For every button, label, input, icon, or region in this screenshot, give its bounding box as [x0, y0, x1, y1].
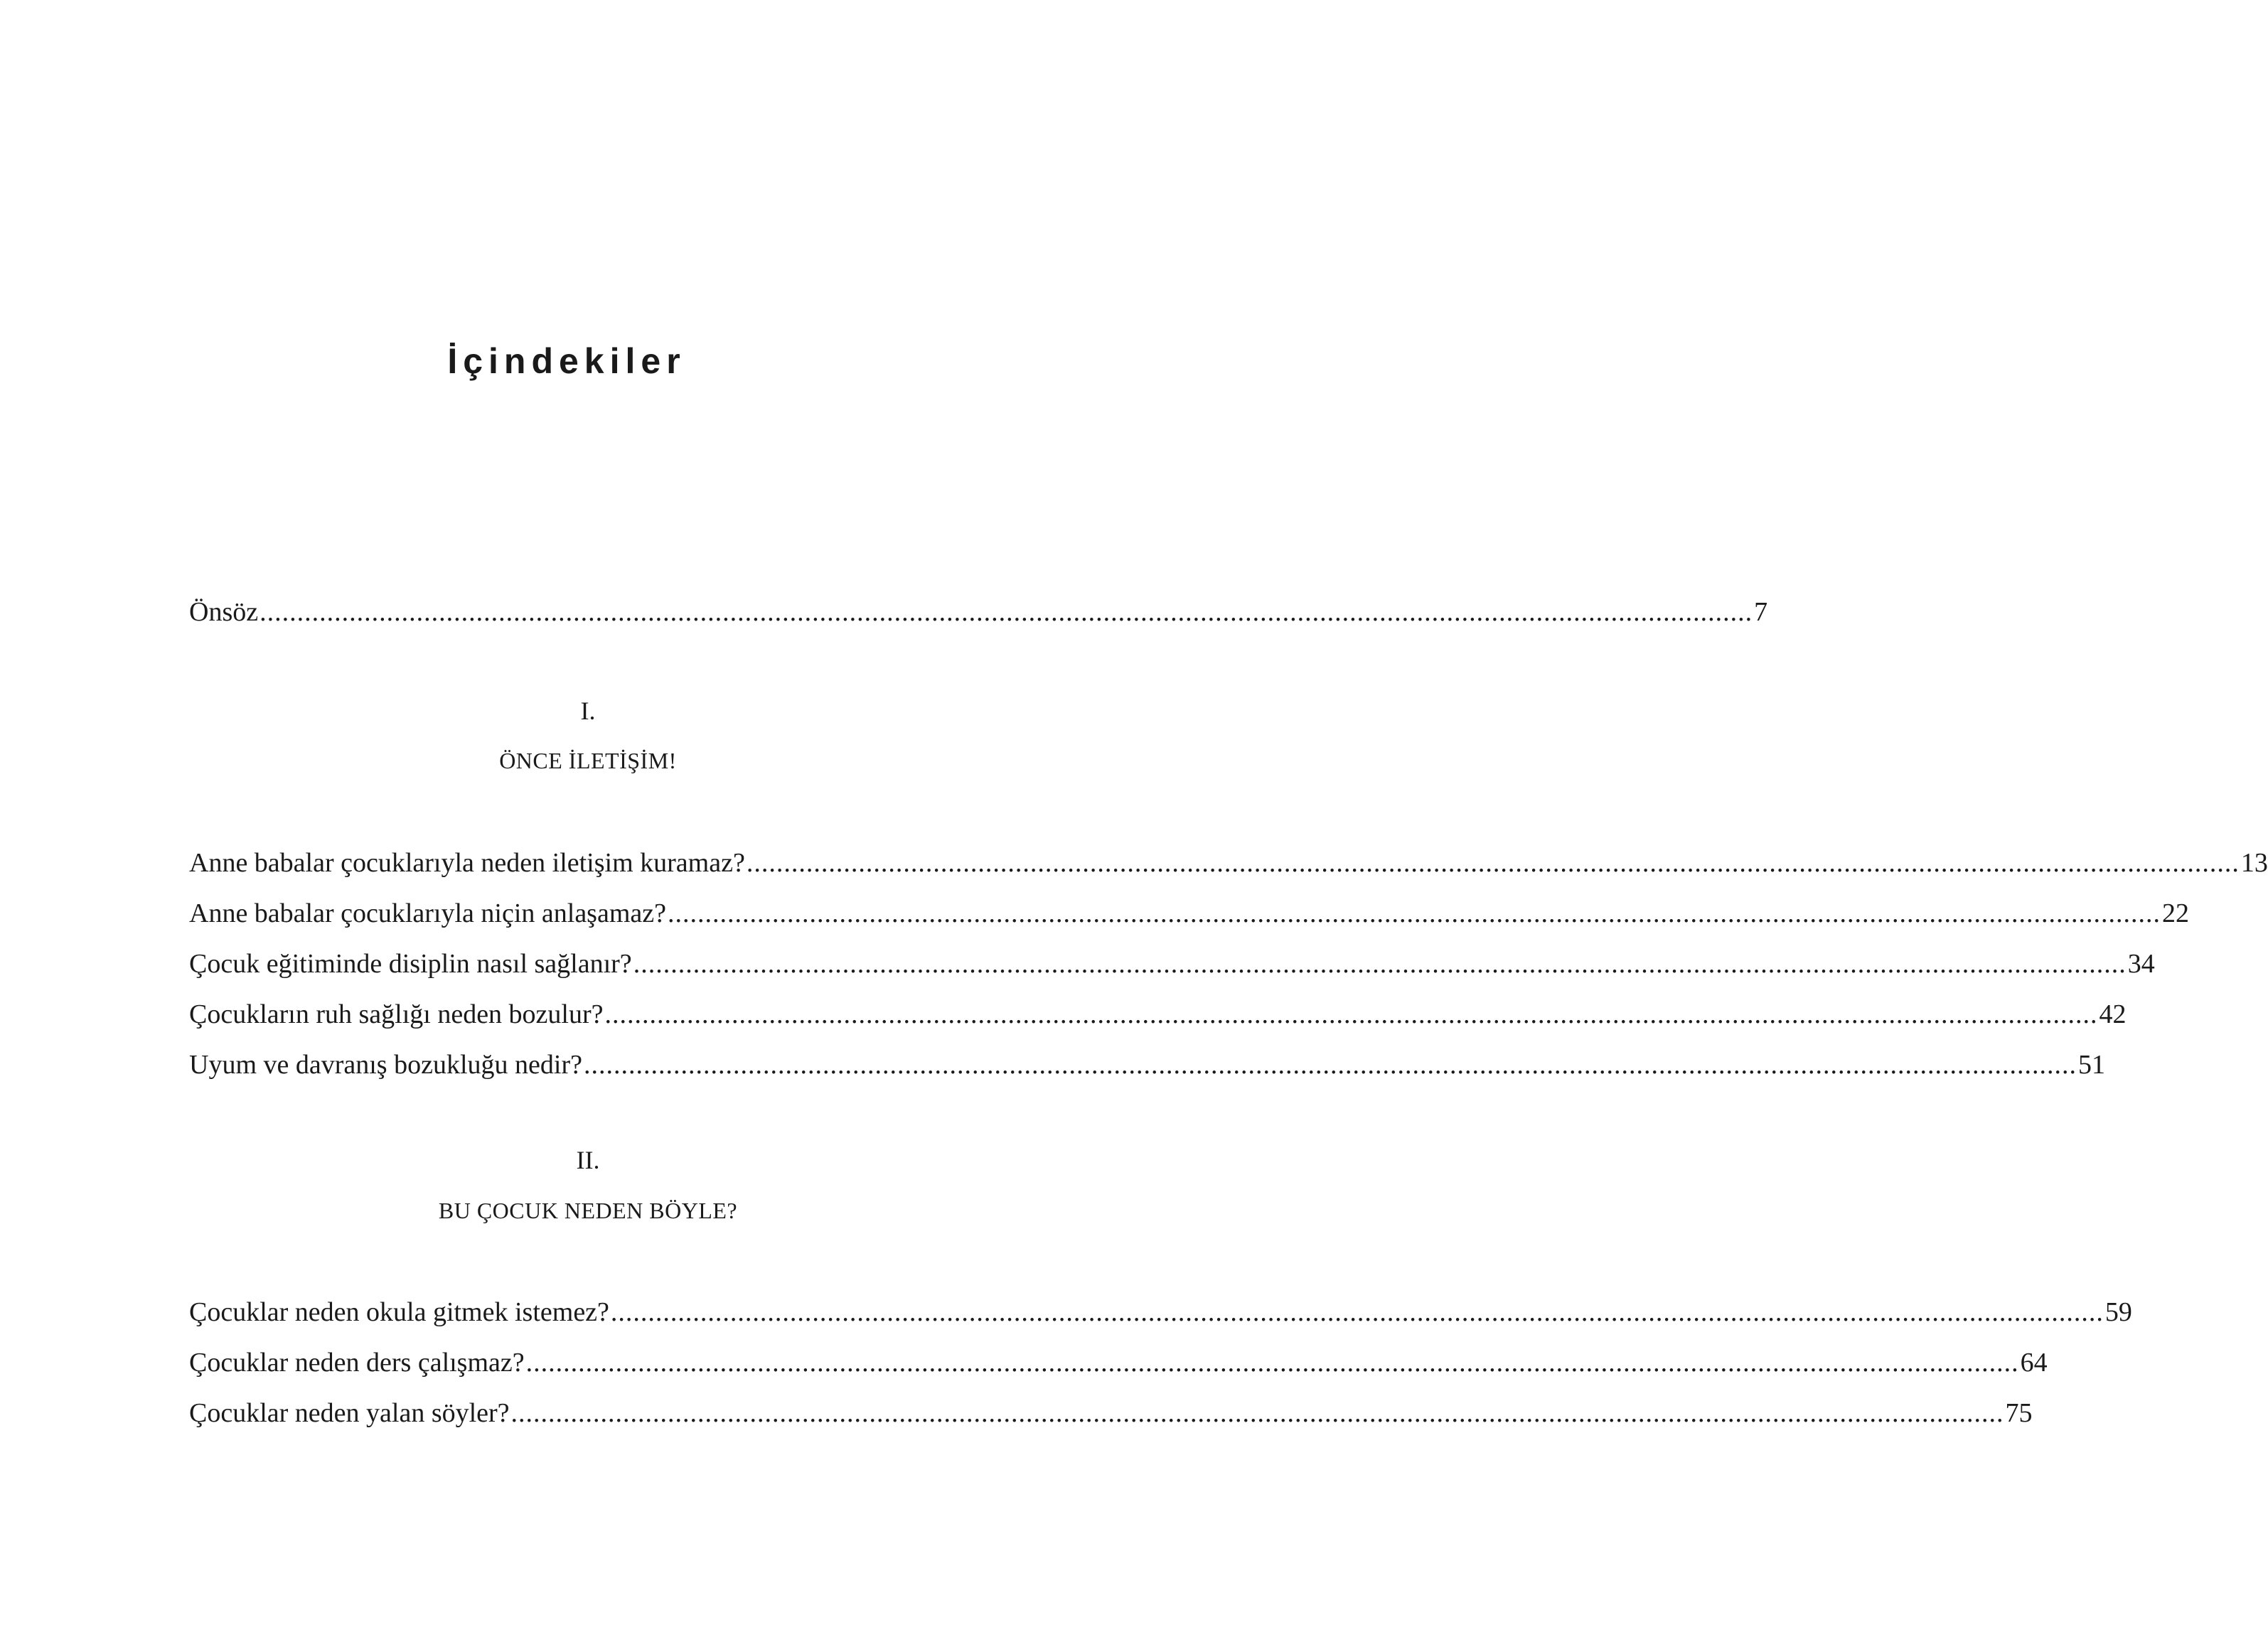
section-title: ÖNCE İLETİŞİM! [499, 748, 677, 773]
toc-entry-page: 51 [2077, 1050, 2105, 1080]
section-number: I. [580, 697, 596, 725]
toc-entry-page: 59 [2104, 1297, 2132, 1327]
dot-leader: ........................................................................................................................................................................................................ [610, 1297, 2104, 1327]
toc-entry-page: 7 [1754, 597, 1768, 627]
toc-entry-page: 42 [2099, 999, 2127, 1029]
dot-leader: ........................................................................................................................................................................................................ [510, 1398, 2004, 1428]
toc-entry-page: 75 [2005, 1398, 2033, 1428]
dot-leader: ........................................................................................................................................................................................................ [583, 1050, 2077, 1080]
toc-entry-title: Çocuklar neden okula gitmek istemez? [189, 1297, 609, 1327]
toc-entry [189, 1048, 2105, 1081]
toc-entry-title: Çocukların ruh sağlığı neden bozulur? [189, 999, 604, 1029]
toc-entry [189, 998, 2127, 1031]
toc-entry-title: Anne babalar çocuklarıyla neden iletişim kuramaz? [189, 848, 745, 878]
page-title: İçindekiler [447, 341, 686, 381]
toc-entry-title: Uyum ve davranış bozukluğu nedir? [189, 1050, 582, 1080]
toc-entry-title: Çocuklar neden yalan söyler? [189, 1398, 510, 1428]
toc-entry-page: 34 [2127, 949, 2155, 979]
section-title: BU ÇOCUK NEDEN BÖYLE? [438, 1198, 738, 1223]
toc-entry-preface [189, 596, 1768, 628]
toc-entry-title: Önsöz [189, 597, 259, 627]
toc-entry-title: Çocuklar neden ders çalışmaz? [189, 1348, 525, 1378]
dot-leader: ........................................................................................................................................................................................................ [633, 949, 2127, 979]
dot-leader: ........................................................................................................................................................................................................ [260, 597, 1753, 627]
toc-entry [189, 1296, 2132, 1329]
toc-entry [189, 1397, 2033, 1429]
toc-entry [189, 1346, 2048, 1379]
toc-entry [189, 897, 2189, 930]
toc-entry-page: 22 [2162, 898, 2189, 928]
dot-leader: ........................................................................................................................................................................................................ [604, 999, 2098, 1029]
toc-entry-title: Anne babalar çocuklarıyla niçin anlaşamaz? [189, 898, 666, 928]
dot-leader: ........................................................................................................................................................................................................ [746, 848, 2240, 878]
toc-entry-page: 64 [2020, 1348, 2048, 1378]
toc-entry-title: Çocuk eğitiminde disiplin nasıl sağlanır? [189, 949, 632, 979]
toc-entry [189, 948, 2155, 980]
toc-entry-page: 13 [2240, 848, 2268, 878]
dot-leader: ........................................................................................................................................................................................................ [668, 898, 2161, 928]
section-number: II. [576, 1146, 600, 1174]
toc-entry [189, 847, 2268, 879]
dot-leader: ........................................................................................................................................................................................................ [525, 1348, 2019, 1378]
